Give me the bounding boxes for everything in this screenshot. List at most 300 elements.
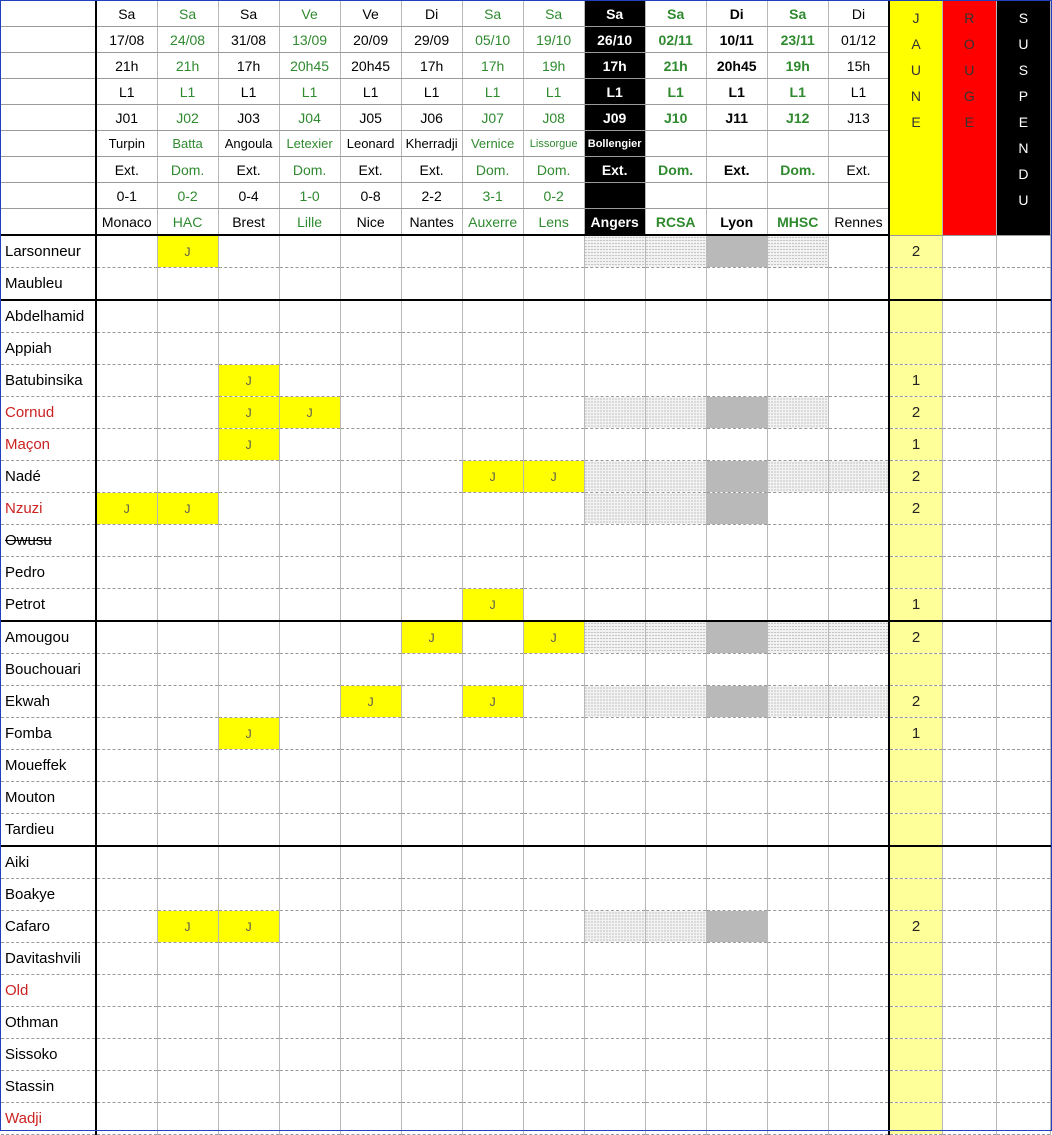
match-cell <box>157 397 218 429</box>
dotted-shaded-cell <box>767 461 828 493</box>
match-cell <box>96 397 157 429</box>
match-cell <box>523 365 584 397</box>
match-cell <box>157 525 218 557</box>
red-card-total <box>942 846 996 879</box>
red-card-total <box>942 589 996 622</box>
match-cell <box>279 493 340 525</box>
yellow-card-total <box>889 654 942 686</box>
dotted-shaded-cell <box>645 911 706 943</box>
match-cell <box>218 1007 279 1039</box>
match-cell <box>96 943 157 975</box>
match-cell <box>584 1103 645 1135</box>
rouge-column-header-letter: E <box>964 114 974 130</box>
match-cell <box>767 1103 828 1135</box>
match-cell <box>218 621 279 654</box>
player-name: Othman <box>1 1007 96 1039</box>
match-cell <box>523 686 584 718</box>
suspension-cell <box>996 397 1050 429</box>
table-row <box>1 1007 1051 1039</box>
player-name: Stassin <box>1 1071 96 1103</box>
day-cell-j05: Ve <box>340 1 401 27</box>
suspension-cell <box>996 750 1050 782</box>
match-cell <box>218 300 279 333</box>
match-cell <box>401 235 462 268</box>
suspension-cell <box>996 557 1050 589</box>
dotted-shaded-cell <box>767 621 828 654</box>
yellow-card-mark: J <box>462 589 523 622</box>
match-cell <box>645 975 706 1007</box>
match-cell <box>462 621 523 654</box>
match-cell <box>767 333 828 365</box>
match-cell <box>706 1071 767 1103</box>
opponent-cell-j12: MHSC <box>767 209 828 236</box>
match-cell <box>96 589 157 622</box>
date-cell-j01: 17/08 <box>96 27 157 53</box>
match-cell <box>340 846 401 879</box>
table-row <box>1 268 1051 301</box>
table-row <box>1 365 1051 397</box>
match-cell <box>279 975 340 1007</box>
player-name: Larsonneur <box>1 235 96 268</box>
opponent-cell-j07: Auxerre <box>462 209 523 236</box>
match-cell <box>218 814 279 847</box>
match-cell <box>279 300 340 333</box>
match-cell <box>645 1039 706 1071</box>
player-name: Cornud <box>1 397 96 429</box>
player-name: Tardieu <box>1 814 96 847</box>
match-cell <box>401 1071 462 1103</box>
table-row <box>1 814 1051 847</box>
match-cell <box>340 300 401 333</box>
match-cell <box>523 911 584 943</box>
match-cell <box>279 557 340 589</box>
header-corner-cell <box>1 209 96 236</box>
suspension-cell <box>996 879 1050 911</box>
dotted-shaded-cell <box>828 621 889 654</box>
match-cell <box>584 333 645 365</box>
yellow-card-mark: J <box>340 686 401 718</box>
matchday-cell-j08: J08 <box>523 105 584 131</box>
yellow-card-total <box>889 1039 942 1071</box>
table-row <box>1 557 1051 589</box>
opponent-cell-j03: Brest <box>218 209 279 236</box>
yellow-card-total: 2 <box>889 911 942 943</box>
player-name: Nzuzi <box>1 493 96 525</box>
match-cell <box>462 782 523 814</box>
matchday-cell-j07: J07 <box>462 105 523 131</box>
league-cell-j13: L1 <box>828 79 889 105</box>
yellow-card-total <box>889 333 942 365</box>
match-cell <box>462 846 523 879</box>
match-cell <box>523 1071 584 1103</box>
rouge-column-header-letter: U <box>964 62 975 78</box>
time-cell-j12: 19h <box>767 53 828 79</box>
dotted-shaded-cell <box>645 235 706 268</box>
match-cell <box>279 589 340 622</box>
match-cell <box>340 525 401 557</box>
match-cell <box>706 589 767 622</box>
match-cell <box>828 525 889 557</box>
match-cell <box>462 525 523 557</box>
time-cell-j13: 15h <box>828 53 889 79</box>
opponent-cell-j05: Nice <box>340 209 401 236</box>
match-cell <box>340 461 401 493</box>
match-cell <box>828 333 889 365</box>
match-cell <box>401 300 462 333</box>
table-row <box>1 718 1051 750</box>
match-cell <box>340 621 401 654</box>
match-cell <box>828 397 889 429</box>
venue-cell-j11: Ext. <box>706 157 767 183</box>
grey-shaded-cell <box>706 461 767 493</box>
match-cell <box>96 1007 157 1039</box>
match-cell <box>96 1071 157 1103</box>
match-cell <box>645 879 706 911</box>
match-cell <box>706 750 767 782</box>
opponent-cell-j11: Lyon <box>706 209 767 236</box>
yellow-card-total <box>889 1071 942 1103</box>
venue-cell-j02: Dom. <box>157 157 218 183</box>
match-cell <box>96 750 157 782</box>
match-cell <box>157 879 218 911</box>
matchday-cell-j03: J03 <box>218 105 279 131</box>
match-cell <box>218 782 279 814</box>
dotted-shaded-cell <box>645 461 706 493</box>
match-cell <box>462 300 523 333</box>
venue-cell-j01: Ext. <box>96 157 157 183</box>
referee-cell-j12 <box>767 131 828 157</box>
grey-shaded-cell <box>706 621 767 654</box>
suspension-cell <box>996 943 1050 975</box>
suspension-cell <box>996 1103 1050 1135</box>
match-cell <box>279 525 340 557</box>
match-cell <box>218 461 279 493</box>
match-cell <box>157 365 218 397</box>
match-cell <box>767 365 828 397</box>
jaune-column-header-letter: N <box>910 88 922 104</box>
match-cell <box>218 235 279 268</box>
dotted-shaded-cell <box>645 686 706 718</box>
match-cell <box>340 1071 401 1103</box>
match-cell <box>523 975 584 1007</box>
match-cell <box>462 718 523 750</box>
suspension-cell <box>996 911 1050 943</box>
match-cell <box>96 718 157 750</box>
match-cell <box>584 718 645 750</box>
red-card-total <box>942 235 996 268</box>
rouge-column-header-letter: O <box>963 36 975 52</box>
match-cell <box>340 782 401 814</box>
time-cell-j02: 21h <box>157 53 218 79</box>
match-cell <box>584 525 645 557</box>
matchday-cell-j01: J01 <box>96 105 157 131</box>
match-cell <box>401 750 462 782</box>
match-cell <box>340 879 401 911</box>
player-name: Abdelhamid <box>1 300 96 333</box>
match-cell <box>767 911 828 943</box>
date-cell-j03: 31/08 <box>218 27 279 53</box>
league-cell-j01: L1 <box>96 79 157 105</box>
player-name: Boakye <box>1 879 96 911</box>
venue-cell-j08: Dom. <box>523 157 584 183</box>
referee-cell-j07: Vernice <box>462 131 523 157</box>
dotted-shaded-cell <box>584 461 645 493</box>
match-cell <box>584 975 645 1007</box>
time-cell-j07: 17h <box>462 53 523 79</box>
match-cell <box>706 1039 767 1071</box>
day-cell-j12: Sa <box>767 1 828 27</box>
match-cell <box>828 429 889 461</box>
table-row <box>1 750 1051 782</box>
table-row <box>1 397 1051 429</box>
referee-cell-j10 <box>645 131 706 157</box>
match-cell <box>584 1071 645 1103</box>
rouge-column-header-letter: G <box>963 88 975 104</box>
time-cell-j05: 20h45 <box>340 53 401 79</box>
yellow-card-total <box>889 557 942 589</box>
match-cell <box>157 333 218 365</box>
match-cell <box>828 1039 889 1071</box>
match-cell <box>218 1039 279 1071</box>
player-name: Amougou <box>1 621 96 654</box>
match-cell <box>279 943 340 975</box>
red-card-total <box>942 686 996 718</box>
match-cell <box>96 1039 157 1071</box>
venue-cell-j07: Dom. <box>462 157 523 183</box>
red-card-total <box>942 911 996 943</box>
yellow-card-mark: J <box>462 461 523 493</box>
match-cell <box>523 879 584 911</box>
red-card-total <box>942 879 996 911</box>
match-cell <box>96 782 157 814</box>
match-cell <box>523 814 584 847</box>
match-cell <box>584 300 645 333</box>
suspendu-column-header-letter: U <box>1018 36 1029 52</box>
match-cell <box>584 782 645 814</box>
match-cell <box>96 879 157 911</box>
yellow-card-mark: J <box>401 621 462 654</box>
suspension-cell <box>996 814 1050 847</box>
match-cell <box>401 557 462 589</box>
referee-cell-j06: Kherradji <box>401 131 462 157</box>
matchday-cell-j11: J11 <box>706 105 767 131</box>
dotted-shaded-cell <box>645 621 706 654</box>
league-cell-j05: L1 <box>340 79 401 105</box>
dotted-shaded-cell <box>584 686 645 718</box>
match-cell <box>401 333 462 365</box>
match-cell <box>462 814 523 847</box>
match-cell <box>218 654 279 686</box>
referee-cell-j09: Bollengier <box>584 131 645 157</box>
yellow-card-mark: J <box>96 493 157 525</box>
match-cell <box>828 814 889 847</box>
red-card-total <box>942 429 996 461</box>
header-corner-cell <box>1 157 96 183</box>
match-cell <box>279 846 340 879</box>
match-cell <box>279 429 340 461</box>
match-cell <box>767 1039 828 1071</box>
match-cell <box>767 879 828 911</box>
match-cell <box>645 589 706 622</box>
match-cell <box>279 1071 340 1103</box>
score-cell-j05: 0-8 <box>340 183 401 209</box>
match-cell <box>218 750 279 782</box>
day-cell-j09: Sa <box>584 1 645 27</box>
match-cell <box>401 461 462 493</box>
time-cell-j01: 21h <box>96 53 157 79</box>
header-corner-cell <box>1 27 96 53</box>
match-cell <box>767 718 828 750</box>
match-cell <box>157 686 218 718</box>
match-cell <box>523 429 584 461</box>
jaune-column-header-letter: J <box>912 10 920 26</box>
match-cell <box>523 333 584 365</box>
match-cell <box>523 654 584 686</box>
match-cell <box>218 493 279 525</box>
red-card-total <box>942 525 996 557</box>
table-row <box>1 654 1051 686</box>
league-cell-j12: L1 <box>767 79 828 105</box>
yellow-card-mark: J <box>218 365 279 397</box>
match-cell <box>96 525 157 557</box>
yellow-card-total <box>889 268 942 301</box>
referee-cell-j08: Lissorgue <box>523 131 584 157</box>
match-cell <box>767 1007 828 1039</box>
dotted-shaded-cell <box>828 686 889 718</box>
grey-shaded-cell <box>706 911 767 943</box>
match-cell <box>828 235 889 268</box>
score-cell-j10 <box>645 183 706 209</box>
match-cell <box>96 654 157 686</box>
red-card-total <box>942 782 996 814</box>
day-cell-j06: Di <box>401 1 462 27</box>
suspension-cell <box>996 493 1050 525</box>
table-row <box>1 621 1051 654</box>
day-cell-j07: Sa <box>462 1 523 27</box>
player-name: Mouton <box>1 782 96 814</box>
score-cell-j06: 2-2 <box>401 183 462 209</box>
match-cell <box>462 268 523 301</box>
match-cell <box>828 654 889 686</box>
match-cell <box>218 879 279 911</box>
match-cell <box>401 879 462 911</box>
red-card-total <box>942 1103 996 1135</box>
match-cell <box>401 1039 462 1071</box>
match-cell <box>645 654 706 686</box>
grey-shaded-cell <box>706 397 767 429</box>
match-cell <box>523 750 584 782</box>
match-cell <box>340 429 401 461</box>
yellow-card-total <box>889 1103 942 1135</box>
venue-cell-j04: Dom. <box>279 157 340 183</box>
league-cell-j02: L1 <box>157 79 218 105</box>
match-cell <box>523 589 584 622</box>
match-cell <box>706 718 767 750</box>
match-cell <box>462 365 523 397</box>
match-cell <box>157 268 218 301</box>
match-cell <box>340 943 401 975</box>
match-cell <box>645 429 706 461</box>
match-cell <box>279 1103 340 1135</box>
match-cell <box>96 461 157 493</box>
match-cell <box>462 557 523 589</box>
score-cell-j13 <box>828 183 889 209</box>
suspension-cell <box>996 846 1050 879</box>
match-cell <box>645 300 706 333</box>
time-cell-j04: 20h45 <box>279 53 340 79</box>
match-cell <box>157 461 218 493</box>
match-cell <box>157 1007 218 1039</box>
red-card-total <box>942 975 996 1007</box>
header-corner-cell <box>1 131 96 157</box>
suspension-cell <box>996 461 1050 493</box>
match-cell <box>767 589 828 622</box>
yellow-card-total <box>889 975 942 1007</box>
suspension-cell <box>996 654 1050 686</box>
header-corner-cell <box>1 1 96 27</box>
yellow-card-total <box>889 525 942 557</box>
match-cell <box>401 429 462 461</box>
match-cell <box>157 846 218 879</box>
suspension-cell <box>996 429 1050 461</box>
referee-cell-j03: Angoula <box>218 131 279 157</box>
match-cell <box>584 1039 645 1071</box>
suspension-cell <box>996 1071 1050 1103</box>
match-cell <box>767 429 828 461</box>
match-cell <box>340 718 401 750</box>
match-cell <box>157 1103 218 1135</box>
player-name: Maubleu <box>1 268 96 301</box>
matchday-cell-j05: J05 <box>340 105 401 131</box>
match-cell <box>279 654 340 686</box>
match-cell <box>462 943 523 975</box>
yellow-card-mark: J <box>157 911 218 943</box>
match-cell <box>218 525 279 557</box>
match-cell <box>828 589 889 622</box>
match-cell <box>96 846 157 879</box>
match-cell <box>401 943 462 975</box>
match-cell <box>706 1103 767 1135</box>
match-cell <box>340 268 401 301</box>
yellow-card-total: 2 <box>889 686 942 718</box>
match-cell <box>401 365 462 397</box>
league-cell-j06: L1 <box>401 79 462 105</box>
match-cell <box>523 493 584 525</box>
red-card-total <box>942 814 996 847</box>
match-cell <box>523 525 584 557</box>
day-cell-j13: Di <box>828 1 889 27</box>
match-cell <box>279 461 340 493</box>
match-cell <box>523 1103 584 1135</box>
dotted-shaded-cell <box>584 621 645 654</box>
opponent-cell-j06: Nantes <box>401 209 462 236</box>
suspension-cell <box>996 1007 1050 1039</box>
match-cell <box>279 686 340 718</box>
match-cell <box>96 365 157 397</box>
red-card-total <box>942 365 996 397</box>
match-cell <box>279 718 340 750</box>
player-name: Pedro <box>1 557 96 589</box>
suspension-cell <box>996 1039 1050 1071</box>
match-cell <box>401 846 462 879</box>
player-name: Ekwah <box>1 686 96 718</box>
player-name: Sissoko <box>1 1039 96 1071</box>
match-cell <box>96 1103 157 1135</box>
match-cell <box>279 879 340 911</box>
opponent-cell-j01: Monaco <box>96 209 157 236</box>
table-row <box>1 943 1051 975</box>
venue-cell-j05: Ext. <box>340 157 401 183</box>
